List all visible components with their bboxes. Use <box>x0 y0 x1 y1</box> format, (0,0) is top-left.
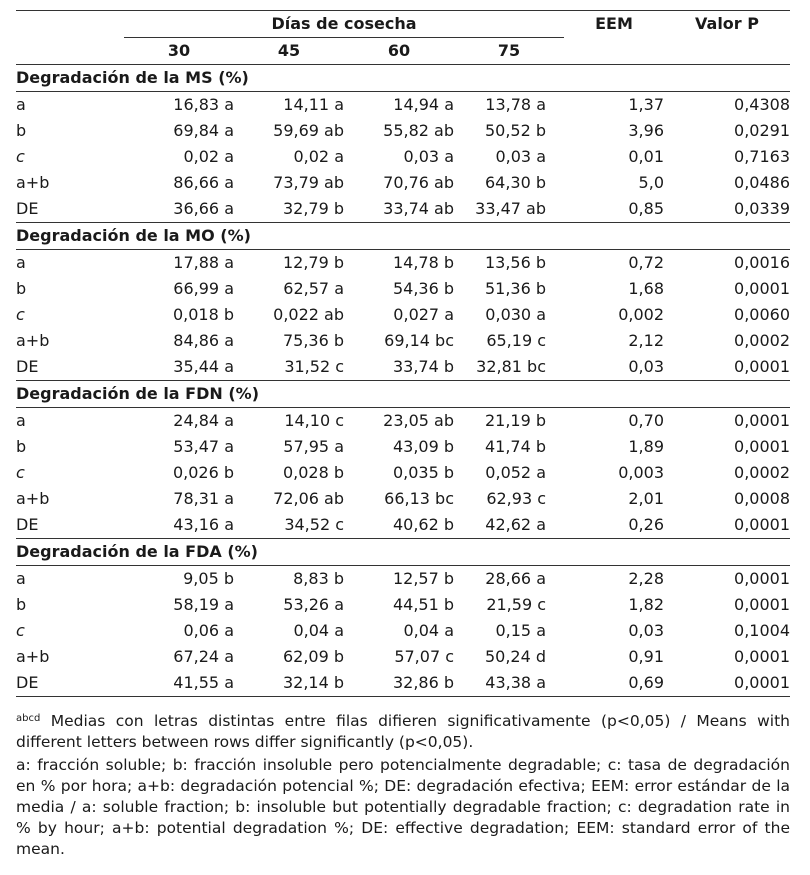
value-day-45: 0,02 a <box>293 147 344 166</box>
value-day-75: 62,93 c <box>486 489 546 508</box>
value-eem: 2,12 <box>628 331 664 350</box>
value-eem: 0,01 <box>628 147 664 166</box>
value-day-60: 44,51 b <box>392 595 454 614</box>
row-label: a+b <box>16 489 50 508</box>
value-day-60: 43,09 b <box>392 437 454 456</box>
value-day-45: 8,83 b <box>293 569 344 588</box>
table-row <box>16 118 790 144</box>
table-row <box>16 250 790 277</box>
value-day-30: 43,16 a <box>173 515 234 534</box>
value-day-75: 33,47 ab <box>475 199 546 218</box>
table-row <box>16 512 790 539</box>
value-day-30: 69,84 a <box>173 121 234 140</box>
table-row <box>16 566 790 593</box>
value-day-60: 14,94 a <box>393 95 454 114</box>
value-day-30: 0,06 a <box>183 621 234 640</box>
row-label: c <box>16 463 25 482</box>
value-day-30: 86,66 a <box>173 173 234 192</box>
value-p: 0,0002 <box>734 331 790 350</box>
value-day-60: 0,03 a <box>403 147 454 166</box>
row-label: b <box>16 121 27 140</box>
table-row <box>16 434 790 460</box>
value-day-60: 33,74 ab <box>383 199 454 218</box>
value-day-45: 12,79 b <box>282 253 344 272</box>
value-day-75: 64,30 b <box>484 173 546 192</box>
value-day-45: 75,36 b <box>282 331 344 350</box>
table-row <box>16 170 790 196</box>
value-day-45: 0,028 b <box>282 463 344 482</box>
section-title: Degradación de la MO (%) <box>16 223 790 250</box>
value-day-60: 69,14 bc <box>384 331 454 350</box>
header-valor-p: Valor P <box>664 11 790 38</box>
value-eem: 0,03 <box>628 621 664 640</box>
section-header <box>16 539 790 566</box>
value-day-30: 41,55 a <box>124 670 234 697</box>
value-day-60: 32,86 b <box>344 670 454 697</box>
value-day-45: 14,11 a <box>283 95 344 114</box>
footnote-significance-text: Medias con letras distintas entre filas difieren significativamente (p<0,05) / Means with different letters between rows differ significantly (p<0,05). <box>16 712 790 751</box>
footnote-significance <box>16 708 790 753</box>
value-day-60: 12,57 b <box>392 569 454 588</box>
value-day-75: 28,66 a <box>485 569 546 588</box>
value-day-45: 0,022 ab <box>273 305 344 324</box>
value-day-75: 50,52 b <box>484 121 546 140</box>
value-eem: 1,37 <box>628 95 664 114</box>
header-blank-eem <box>564 38 664 65</box>
header-dias-de-cosecha: Días de cosecha <box>124 11 564 38</box>
section-header <box>16 65 790 92</box>
value-p: 0,0486 <box>734 173 790 192</box>
value-day-30: 24,84 a <box>173 411 234 430</box>
section-title: Degradación de la FDN (%) <box>16 381 790 408</box>
value-eem: 0,91 <box>628 647 664 666</box>
value-eem: 0,26 <box>628 515 664 534</box>
value-day-30: 0,026 b <box>172 463 234 482</box>
value-day-75: 0,15 a <box>495 621 546 640</box>
value-eem: 2,01 <box>628 489 664 508</box>
header-blank-pvalue <box>664 38 790 65</box>
value-day-30: 35,44 a <box>173 357 234 376</box>
value-day-75: 50,24 d <box>484 647 546 666</box>
value-eem: 2,28 <box>628 569 664 588</box>
value-day-75: 21,19 b <box>484 411 546 430</box>
value-day-75: 42,62 a <box>485 515 546 534</box>
row-label: DE <box>16 199 39 218</box>
row-label: DE <box>16 357 39 376</box>
value-day-75: 41,74 b <box>484 437 546 456</box>
value-eem: 5,0 <box>638 173 664 192</box>
header-blank-sub <box>16 38 124 65</box>
value-day-30: 36,66 a <box>173 199 234 218</box>
row-label: a <box>16 253 26 272</box>
value-p: 0,0002 <box>734 463 790 482</box>
value-day-75: 0,03 a <box>495 147 546 166</box>
table-body <box>16 65 790 697</box>
value-day-75: 51,36 b <box>484 279 546 298</box>
value-day-30: 66,99 a <box>173 279 234 298</box>
value-p: 0,0001 <box>734 515 790 534</box>
value-day-30: 16,83 a <box>173 95 234 114</box>
value-eem: 0,69 <box>564 670 664 697</box>
header-day-45: 45 <box>234 38 344 65</box>
value-day-45: 34,52 c <box>284 515 344 534</box>
value-day-45: 57,95 a <box>283 437 344 456</box>
value-day-75: 43,38 a <box>454 670 564 697</box>
row-label: a <box>16 95 26 114</box>
value-day-60: 14,78 b <box>392 253 454 272</box>
value-day-75: 65,19 c <box>486 331 546 350</box>
value-p: 0,0001 <box>734 279 790 298</box>
value-day-60: 33,74 b <box>392 357 454 376</box>
value-eem: 1,82 <box>628 595 664 614</box>
value-eem: 1,89 <box>628 437 664 456</box>
table-row <box>16 592 790 618</box>
value-day-30: 0,02 a <box>183 147 234 166</box>
table-row <box>16 644 790 670</box>
value-day-30: 53,47 a <box>173 437 234 456</box>
value-eem: 0,72 <box>628 253 664 272</box>
row-label: DE <box>16 515 39 534</box>
value-day-60: 54,36 b <box>392 279 454 298</box>
table-row <box>16 618 790 644</box>
value-day-30: 0,018 b <box>172 305 234 324</box>
table-row <box>16 302 790 328</box>
value-day-75: 21,59 c <box>486 595 546 614</box>
row-label: c <box>16 305 25 324</box>
row-label: b <box>16 595 27 614</box>
value-day-60: 0,035 b <box>392 463 454 482</box>
value-day-75: 32,81 bc <box>476 357 546 376</box>
header-eem: EEM <box>564 11 664 38</box>
row-label: c <box>16 147 25 166</box>
table-row <box>16 486 790 512</box>
row-label: c <box>16 621 25 640</box>
header-day-60: 60 <box>344 38 454 65</box>
row-label: a <box>16 569 26 588</box>
value-day-75: 0,052 a <box>485 463 546 482</box>
value-eem: 0,85 <box>628 199 664 218</box>
value-p: 0,7163 <box>734 147 790 166</box>
value-day-45: 53,26 a <box>283 595 344 614</box>
value-eem: 3,96 <box>628 121 664 140</box>
row-label: a+b <box>16 331 50 350</box>
section-header <box>16 381 790 408</box>
value-day-75: 13,78 a <box>485 95 546 114</box>
row-label: b <box>16 279 27 298</box>
value-p: 0,1004 <box>734 621 790 640</box>
value-eem: 0,70 <box>628 411 664 430</box>
row-label: a <box>16 411 26 430</box>
table-row <box>16 328 790 354</box>
value-eem: 0,003 <box>618 463 664 482</box>
value-day-60: 0,027 a <box>393 305 454 324</box>
value-p: 0,0001 <box>734 647 790 666</box>
value-day-60: 40,62 b <box>392 515 454 534</box>
value-day-45: 62,57 a <box>283 279 344 298</box>
value-day-45: 32,79 b <box>282 199 344 218</box>
table-row <box>16 408 790 435</box>
table-row <box>16 196 790 223</box>
value-p: 0,0016 <box>734 253 790 272</box>
value-p: 0,0001 <box>734 357 790 376</box>
row-label: a+b <box>16 173 50 192</box>
value-day-45: 31,52 c <box>284 357 344 376</box>
value-p: 0,0060 <box>734 305 790 324</box>
value-day-30: 78,31 a <box>173 489 234 508</box>
section-title: Degradación de la FDA (%) <box>16 539 790 566</box>
value-p: 0,0008 <box>734 489 790 508</box>
value-day-45: 59,69 ab <box>273 121 344 140</box>
value-eem: 0,002 <box>618 305 664 324</box>
value-day-45: 73,79 ab <box>273 173 344 192</box>
value-p: 0,0001 <box>734 437 790 456</box>
value-day-45: 62,09 b <box>282 647 344 666</box>
value-p: 0,0001 <box>664 670 790 697</box>
value-day-30: 84,86 a <box>173 331 234 350</box>
value-p: 0,0001 <box>734 411 790 430</box>
value-day-30: 9,05 b <box>183 569 234 588</box>
header-blank <box>16 11 124 38</box>
value-p: 0,0291 <box>734 121 790 140</box>
value-day-30: 58,19 a <box>173 595 234 614</box>
value-day-60: 66,13 bc <box>384 489 454 508</box>
value-p: 0,0001 <box>734 569 790 588</box>
value-p: 0,0339 <box>734 199 790 218</box>
degradation-table <box>16 10 790 697</box>
value-day-45: 0,04 a <box>293 621 344 640</box>
value-day-45: 32,14 b <box>234 670 344 697</box>
value-p: 0,4308 <box>734 95 790 114</box>
value-eem: 1,68 <box>628 279 664 298</box>
value-day-45: 14,10 c <box>284 411 344 430</box>
table-row <box>16 460 790 486</box>
footnote-abbreviations: a: fracción soluble; b: fracción insoluble pero potencialmente degradable; c: tasa de degradación en % por hora; a+b: degradación potencial %; DE: degradación efectiva; EEM: error estándar de la media / a: soluble fraction; b: insoluble but potentially degradable fraction; c: degradation rate in % by hour; a+b: potential degradation %; DE: effective degradation; EEM: standard error of the mean. <box>16 756 790 858</box>
row-label: b <box>16 437 27 456</box>
row-label: DE <box>16 670 124 697</box>
table-row <box>16 276 790 302</box>
value-day-60: 23,05 ab <box>383 411 454 430</box>
section-title: Degradación de la MS (%) <box>16 65 790 92</box>
value-day-60: 70,76 ab <box>383 173 454 192</box>
row-label: a+b <box>16 647 50 666</box>
footnote-superscript: abcd <box>16 713 41 724</box>
footnotes <box>16 708 790 862</box>
header-day-30: 30 <box>124 38 234 65</box>
table-row <box>16 144 790 170</box>
table-row <box>16 92 790 119</box>
value-day-30: 67,24 a <box>173 647 234 666</box>
value-eem: 0,03 <box>628 357 664 376</box>
value-day-75: 0,030 a <box>485 305 546 324</box>
table-header <box>16 11 790 65</box>
value-day-60: 55,82 ab <box>383 121 454 140</box>
table-row <box>16 354 790 381</box>
header-day-75: 75 <box>454 38 564 65</box>
value-day-30: 17,88 a <box>173 253 234 272</box>
value-day-75: 13,56 b <box>484 253 546 272</box>
section-header <box>16 223 790 250</box>
value-day-60: 0,04 a <box>403 621 454 640</box>
table-row <box>16 670 790 697</box>
value-p: 0,0001 <box>734 595 790 614</box>
value-day-45: 72,06 ab <box>273 489 344 508</box>
value-day-60: 57,07 c <box>394 647 454 666</box>
